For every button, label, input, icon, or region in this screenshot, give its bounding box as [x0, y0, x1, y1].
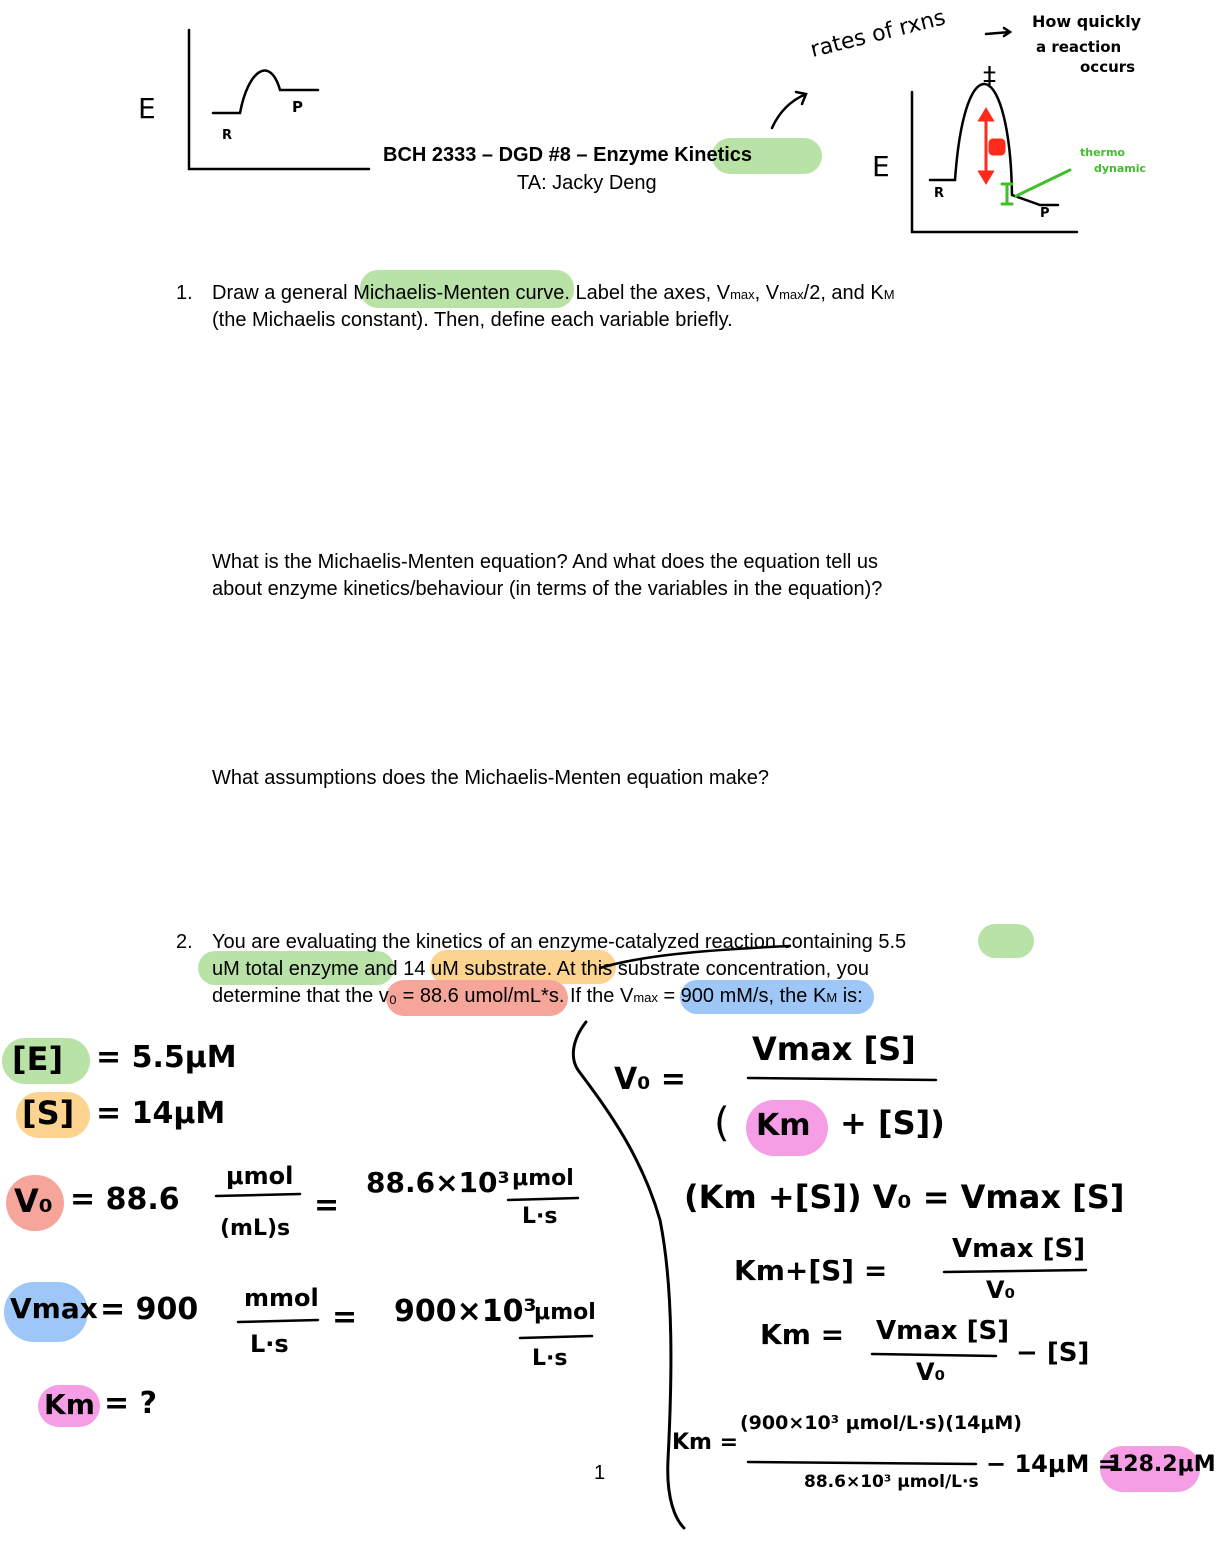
work-km-label: Km	[44, 1388, 95, 1421]
dynamic-note: dynamic	[1094, 162, 1147, 175]
right-sketch-p-label: P	[1040, 206, 1050, 221]
right-sketch-axes	[912, 92, 1077, 232]
work-vmax-conversion-numerator: μmol	[534, 1300, 596, 1325]
left-sketch-e-label: E	[138, 92, 156, 125]
eq4-numerator: Vmax [S]	[876, 1316, 1010, 1346]
work-e-label: [E]	[12, 1040, 64, 1078]
how-quickly-note: How quickly	[1032, 12, 1142, 31]
eq3-denominator: V₀	[986, 1276, 1016, 1304]
rates-arrow	[772, 92, 806, 128]
activation-energy-arrowhead-top	[980, 110, 992, 120]
q2-l3-hl2-post: = 900 mM/s,	[657, 985, 775, 1007]
left-sketch-p-label: P	[292, 98, 303, 116]
eq4-lhs: Km =	[760, 1318, 845, 1351]
vmax-conv-fraction-bar	[520, 1336, 592, 1338]
occurs-note: occurs	[1080, 58, 1136, 76]
v0-conv-fraction-bar	[508, 1198, 578, 1200]
q2-l3-sub: M	[826, 990, 838, 1005]
left-sketch-curve	[213, 71, 318, 113]
rates-of-rxns-note: rates of rxns	[807, 5, 949, 63]
q2-l3-hl1: v₀ = 88.6 umol/mL	[378, 985, 542, 1007]
eq5-fraction-bar	[748, 1462, 976, 1464]
q2-l1-pre: You are evaluating the kinetics of an enzyme-catalyzed reaction containing	[212, 931, 879, 953]
q1-sub-max: max	[730, 287, 755, 302]
q2-l3-hl2-sub: max	[633, 990, 658, 1005]
thermo-note: thermo	[1080, 146, 1125, 159]
work-vmax-conversion-denominator: L·s	[532, 1346, 568, 1371]
work-v0-eq: = 88.6	[70, 1182, 180, 1217]
work-v0-denominator: (mL)s	[220, 1216, 291, 1241]
eq1-fraction-bar	[748, 1078, 936, 1080]
thermo-bracket	[1002, 184, 1012, 204]
q2-l3-mid: *s. If the	[541, 985, 620, 1007]
eq1-lhs: V₀ =	[614, 1062, 686, 1097]
work-vmax-conversion: 900×10³	[394, 1294, 537, 1329]
eq2: (Km +[S]) V₀ = Vmax [S]	[684, 1178, 1125, 1216]
q1-sub-m: M	[883, 287, 895, 302]
vmax-fraction-bar	[238, 1320, 318, 1322]
left-sketch-r-label: R	[222, 128, 233, 143]
q1-sub-max2: max	[779, 287, 804, 302]
q2-l1-hl: 5.5	[878, 931, 907, 953]
transition-state-mark: ‡	[983, 62, 996, 92]
activation-energy-arrowhead-bottom	[980, 172, 992, 182]
q1-equation-question-1: What is the Michaelis-Menten equation? And what does the equation tell us	[212, 551, 878, 573]
final-answer: 128.2μM	[1108, 1452, 1216, 1477]
q2-l3-end: is:	[837, 985, 863, 1007]
work-v0-conversion: 88.6×10³	[366, 1166, 510, 1199]
work-vmax-denominator: L·s	[250, 1330, 289, 1358]
q2-l2-mid: and	[358, 958, 404, 980]
q2-l2-hl2: 14 uM substrate.	[403, 958, 553, 980]
v0-fraction-bar	[216, 1194, 300, 1196]
page-title: BCH 2333 – DGD #8 – Enzyme Kinetics	[383, 144, 753, 166]
eq5-numerator: (900×10³ μmol/L·s)(14μM)	[740, 1412, 1022, 1434]
work-vmax-eq: = 900	[100, 1292, 199, 1327]
eq4-denominator: V₀	[916, 1358, 946, 1386]
left-sketch-axes	[189, 30, 369, 169]
eq3-numerator: Vmax [S]	[952, 1234, 1086, 1264]
q1-half: /2, and K	[803, 282, 884, 304]
q1-number: 1.	[176, 282, 193, 304]
a-reaction-note: a reaction	[1036, 38, 1122, 56]
q2-l3-post: the K	[774, 985, 827, 1007]
eq1-numerator: Vmax [S]	[752, 1030, 916, 1068]
work-s-value: = 14μM	[96, 1096, 226, 1131]
eq3-lhs: Km+[S] =	[734, 1254, 888, 1287]
eq5-rest: − 14μM =	[986, 1450, 1118, 1478]
eq5-lhs: Km =	[672, 1430, 739, 1455]
work-km-value: = ?	[104, 1386, 157, 1421]
work-vmax-eq2: =	[332, 1300, 358, 1335]
q1-text-b: curve. Label the axes, V	[509, 282, 731, 304]
q1-text-a: Draw a general	[212, 282, 354, 304]
q2-l2-post: At this substrate concentration, you	[552, 958, 870, 980]
q2-l3-hl2-pre: V	[619, 985, 634, 1007]
q1-line2: (the Michaelis constant). Then, define each variable briefly.	[212, 309, 733, 331]
eq1-den-rest: + [S])	[840, 1104, 945, 1142]
work-v0-conversion-denominator: L·s	[522, 1204, 558, 1229]
q2-number: 2.	[176, 931, 193, 953]
q1-sep: , V	[754, 282, 780, 304]
work-v0-conversion-numerator: μmol	[512, 1166, 574, 1191]
work-v0-numerator: μmol	[226, 1162, 294, 1190]
thermo-pointer	[1016, 170, 1070, 196]
work-v0-label: V₀	[14, 1182, 53, 1220]
work-e-value: = 5.5μM	[96, 1040, 237, 1075]
work-s-label: [S]	[22, 1094, 75, 1132]
work-v0-eq2: =	[314, 1188, 340, 1223]
activation-energy-mark	[990, 140, 1004, 154]
eq3-fraction-bar	[944, 1270, 1086, 1272]
eq4-rest: − [S]	[1016, 1338, 1090, 1368]
work-vmax-numerator: mmol	[244, 1284, 319, 1312]
rates-to-how-arrow	[986, 28, 1010, 36]
q1-text-hl: Michaelis-Menten	[353, 282, 510, 304]
right-sketch-e-label: E	[872, 150, 890, 183]
work-brace	[573, 1022, 684, 1528]
eq4-fraction-bar	[872, 1354, 996, 1356]
q1-equation-question-2: about enzyme kinetics/behaviour (in terms of the variables in the equation)?	[212, 578, 883, 600]
page-number: 1	[594, 1462, 606, 1484]
q2-l3-pre: determine that the	[212, 985, 379, 1007]
eq1-den-km: Km	[756, 1108, 811, 1143]
ta-name: TA: Jacky Deng	[517, 172, 657, 194]
eq5-denominator: 88.6×10³ μmol/L·s	[804, 1472, 979, 1492]
q2-l2-hl1: uM total enzyme	[212, 958, 359, 980]
eq1-den-open: (	[714, 1100, 730, 1146]
q2-underline-mark	[600, 946, 790, 968]
q1-assumptions-question: What assumptions does the Michaelis-Menten equation make?	[212, 767, 769, 789]
work-vmax-label: Vmax	[10, 1292, 98, 1325]
right-sketch-r-label: R	[934, 186, 945, 201]
